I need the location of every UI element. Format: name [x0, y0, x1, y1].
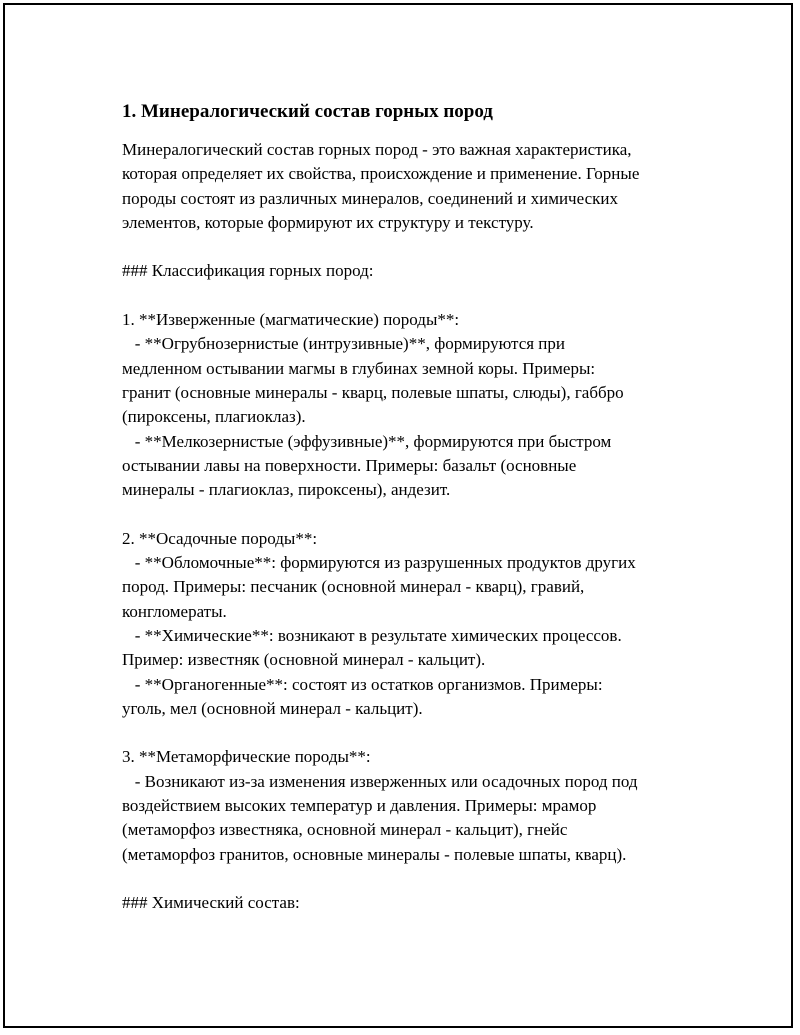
igneous-section: 1. **Изверженные (магматические) породы**: - **Огрубнозернистые (интрузивные)**, формируются при медленном остывании магмы в глубинах земной коры. Примеры: гранит (основные минералы - кварц, полевые шпаты, слюды), габбро (пироксены, плагиоклаз). - **Мелкозернистые (эффузивные)**, формируются при быстром остывании лавы на поверхности. Примеры: базальт (основные минералы - плагиоклаз, пироксены), андезит.	[122, 310, 624, 500]
sedimentary-section: 2. **Осадочные породы**: - **Обломочные**: формируются из разрушенных продуктов других пород. Примеры: песчаник (основной минерал - кварц), гравий, конгломераты. - **Химические**: возникают в результате химических процессов. Пример: известняк (основной минерал - кальцит). - **Органогенные**: состоят из остатков организмов. Примеры: уголь, мел (основной минерал - кальцит).	[122, 528, 636, 718]
spacer	[122, 867, 702, 891]
classification-heading: ### Классификация горных пород:	[122, 261, 374, 281]
intro-paragraph: Минералогический состав горных пород - это важная характеристика, которая определяет их свойства, происхождение и применение. Горные породы состоят из различных минералов, соединений и химических элементов, которые формируют их структуру и текстуру.	[122, 140, 640, 232]
chemical-heading: ### Химический состав:	[122, 893, 300, 913]
spacer	[122, 235, 702, 259]
document-title: 1. Минералогический состав горных пород	[122, 101, 493, 122]
spacer	[122, 284, 702, 308]
spacer	[122, 721, 702, 745]
page-frame	[3, 3, 793, 1028]
spacer	[122, 502, 702, 526]
document-body	[122, 98, 702, 916]
metamorphic-section: 3. **Метаморфические породы**: - Возникают из-за изменения изверженных или осадочных пород под воздействием высоких температур и давления. Примеры: мрамор (метаморфоз известняка, основной минерал - кальцит), гнейс (метаморфоз гранитов, основные минералы - полевые шпаты, кварц).	[122, 747, 638, 864]
